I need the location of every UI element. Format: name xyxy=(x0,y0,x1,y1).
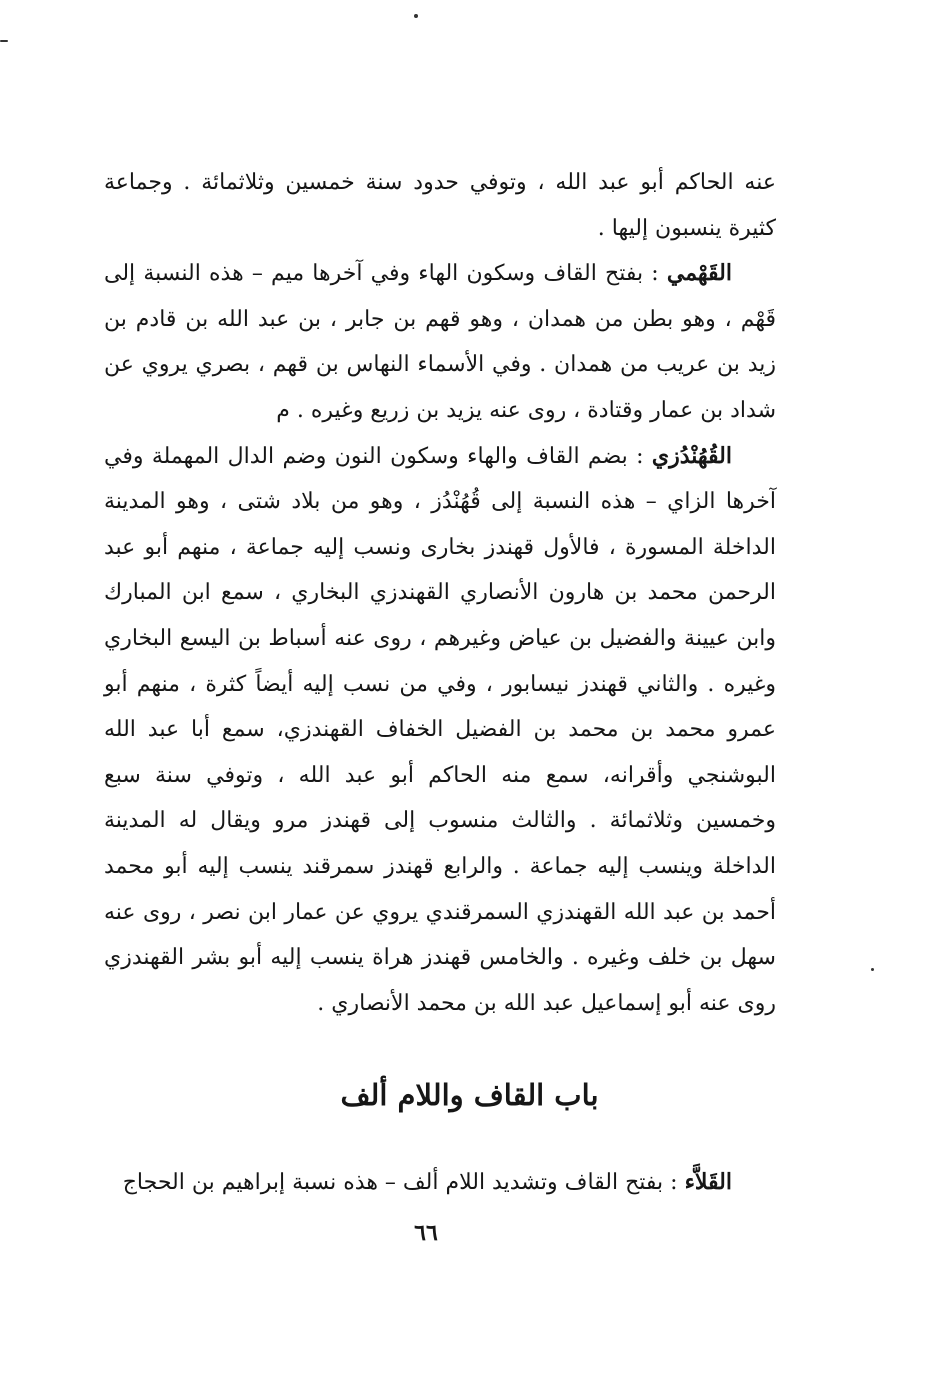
paragraph-continuation xyxy=(104,160,776,251)
ink-speck xyxy=(414,14,418,18)
ink-speck xyxy=(871,968,874,971)
paragraph-text: عنه الحاكم أبو عبد الله ، وتوفي حدود سنة خمسين وثلاثمائة . وجماعة كثيرة ينسبون إليها . xyxy=(104,170,776,241)
entry-headword: القَلاَّء xyxy=(684,1169,732,1195)
chapter-title: باب القاف واللام ألف xyxy=(340,1078,599,1112)
ink-speck xyxy=(0,40,8,42)
entry-headword: القُهُنْدُزي xyxy=(651,442,732,469)
entry-quhunduzi xyxy=(104,434,776,1027)
page-number: ٦٦ xyxy=(414,1220,438,1246)
entry-qallaa xyxy=(104,1162,732,1203)
entry-text: : بفتح القاف وسكون الهاء وفي آخرها ميم – هذه النسبة إلى قَهْم ، وهو بطن من همدان ، وهو قهم بن جابر ، بن عبد الله بن قادم بن زيد بن عريب من همدان . وفي الأسماء النهاس بن قهم ، بصري يروي عن شداد بن عمار وقتادة ، روى عنه يزيد بن زريع وغيره . م xyxy=(104,261,776,423)
entry-text: : بفتح القاف وتشديد اللام ألف – هذه نسبة إبراهيم بن الحجاج xyxy=(122,1170,685,1195)
entry-headword: القَهْمي xyxy=(666,260,732,287)
main-text xyxy=(104,160,776,1026)
entry-text: : بضم القاف والهاء وسكون النون وضم الدال المهملة وفي آخرها الزاي – هذه النسبة إلى قُهُنْدُز ، وهو من بلاد شتى ، وهو المدينة الداخلة المسورة ، فالأول قهندز بخارى ونسب إليه جماعة ، منهم أبو عبد الرحمن محمد بن هارون الأنصاري القهندزي البخاري ، سمع ابن المبارك وابن عيينة والفضيل بن عياض وغيرهم ، روى عنه أسباط بن اليسع البخاري وغيره . والثاني قهندز نيسابور ، وفي من نسب إليه أيضاً كثرة ، منهم أبو عمرو محمد بن محمد بن الفضيل الخفاف القهندزي، سمع أبا عبد الله البوشنجي وأقرانه، سمع منه الحاكم أبو عبد الله ، وتوفي سنة سبع وخمسين وثلاثمائة . والثالث منسوب إلى قهندز مرو ويقال له المدينة الداخلة وينسب إليه جماعة . والرابع قهندز سمرقند ينسب إليه أبو محمد أحمد بن عبد الله القهندزي السمرقندي يروي عن عمار ابن نصر ، روى عنه سهل بن خلف وغيره . والخامس قهندز هراة ينسب إليه أبو بشر القهندزي روى عنه أبو إسماعيل عبد الله بن محمد الأنصاري . xyxy=(104,443,776,1016)
entry-qahmi xyxy=(104,251,776,433)
